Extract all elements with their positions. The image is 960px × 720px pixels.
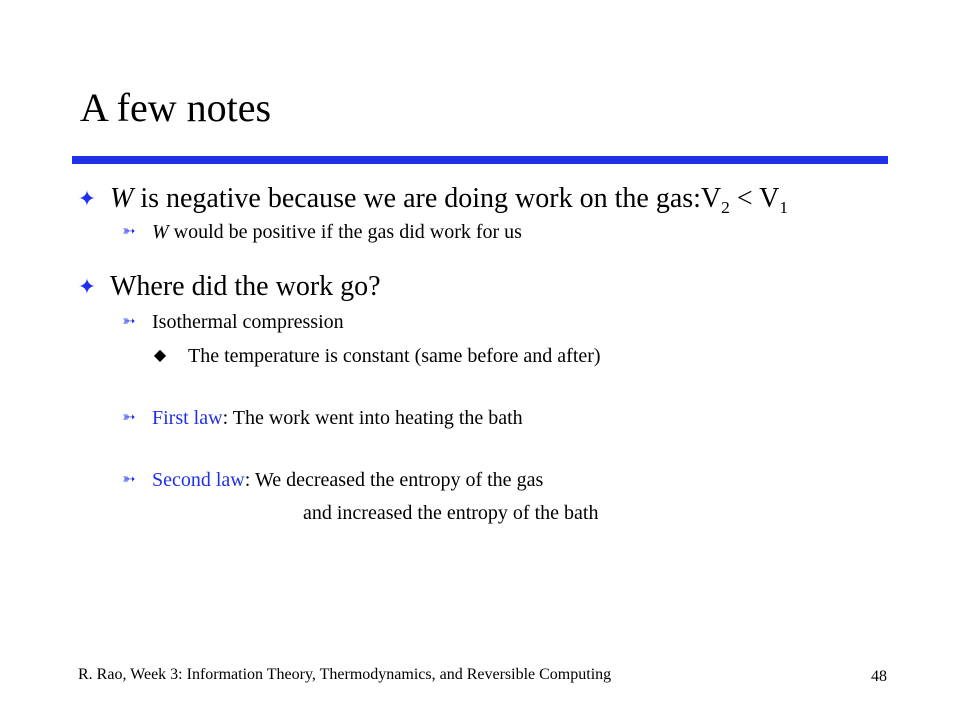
page-number: 48 xyxy=(871,668,887,685)
subscript-2: 2 xyxy=(721,198,730,218)
sub-bullet-text xyxy=(152,405,523,431)
second-law-text: : We decreased the entropy of the gas xyxy=(244,469,544,491)
outlined-arrow-icon: ➳ xyxy=(122,471,136,488)
second-law-continuation: and increased the entropy of the bath xyxy=(303,502,599,524)
bullet-text: Where did the work go? xyxy=(110,271,381,302)
first-law-label: First law xyxy=(152,407,223,429)
variable-w: W xyxy=(152,221,169,243)
bullet-text-main: is negative because we are doing work on the gas:V xyxy=(133,183,722,214)
sub-bullet-text xyxy=(152,219,522,245)
outlined-arrow-icon: ➳ xyxy=(122,223,136,240)
second-law-label: Second law xyxy=(152,469,245,491)
sub-bullet-first-law xyxy=(0,405,960,431)
sub-bullet-isothermal xyxy=(0,309,960,335)
sub-bullet-second-law xyxy=(0,467,960,493)
variable-w: W xyxy=(110,183,134,214)
bullet-work-negative xyxy=(0,182,960,216)
sub-sub-bullet-text: The temperature is constant (same before and after) xyxy=(188,345,601,367)
subscript-1: 1 xyxy=(779,198,789,218)
sub-bullet-text xyxy=(152,467,543,493)
sub-sub-bullet-temperature xyxy=(0,343,960,369)
sub-bullet-text: Isothermal compression xyxy=(152,311,344,333)
four-point-star-icon: ✦ xyxy=(77,186,97,211)
title-underline xyxy=(72,156,888,164)
first-law-text: : The work went into heating the bath xyxy=(222,407,523,429)
bullet-where-work-go xyxy=(0,270,960,304)
black-diamond-icon: ◆ xyxy=(153,347,167,364)
outlined-arrow-icon: ➳ xyxy=(122,313,136,330)
bullet-text-compare: < V xyxy=(729,183,780,214)
sub-bullet-work-positive xyxy=(0,219,960,245)
four-point-star-icon: ✦ xyxy=(77,274,97,299)
outlined-arrow-icon: ➳ xyxy=(122,409,136,426)
slide-footer: R. Rao, Week 3: Information Theory, Thermodynamics, and Reversible Computing xyxy=(78,666,612,683)
bullet-text xyxy=(110,182,788,216)
sub-bullet-text-main: would be positive if the gas did work for us xyxy=(168,221,522,243)
slide-title: A few notes xyxy=(80,85,272,130)
